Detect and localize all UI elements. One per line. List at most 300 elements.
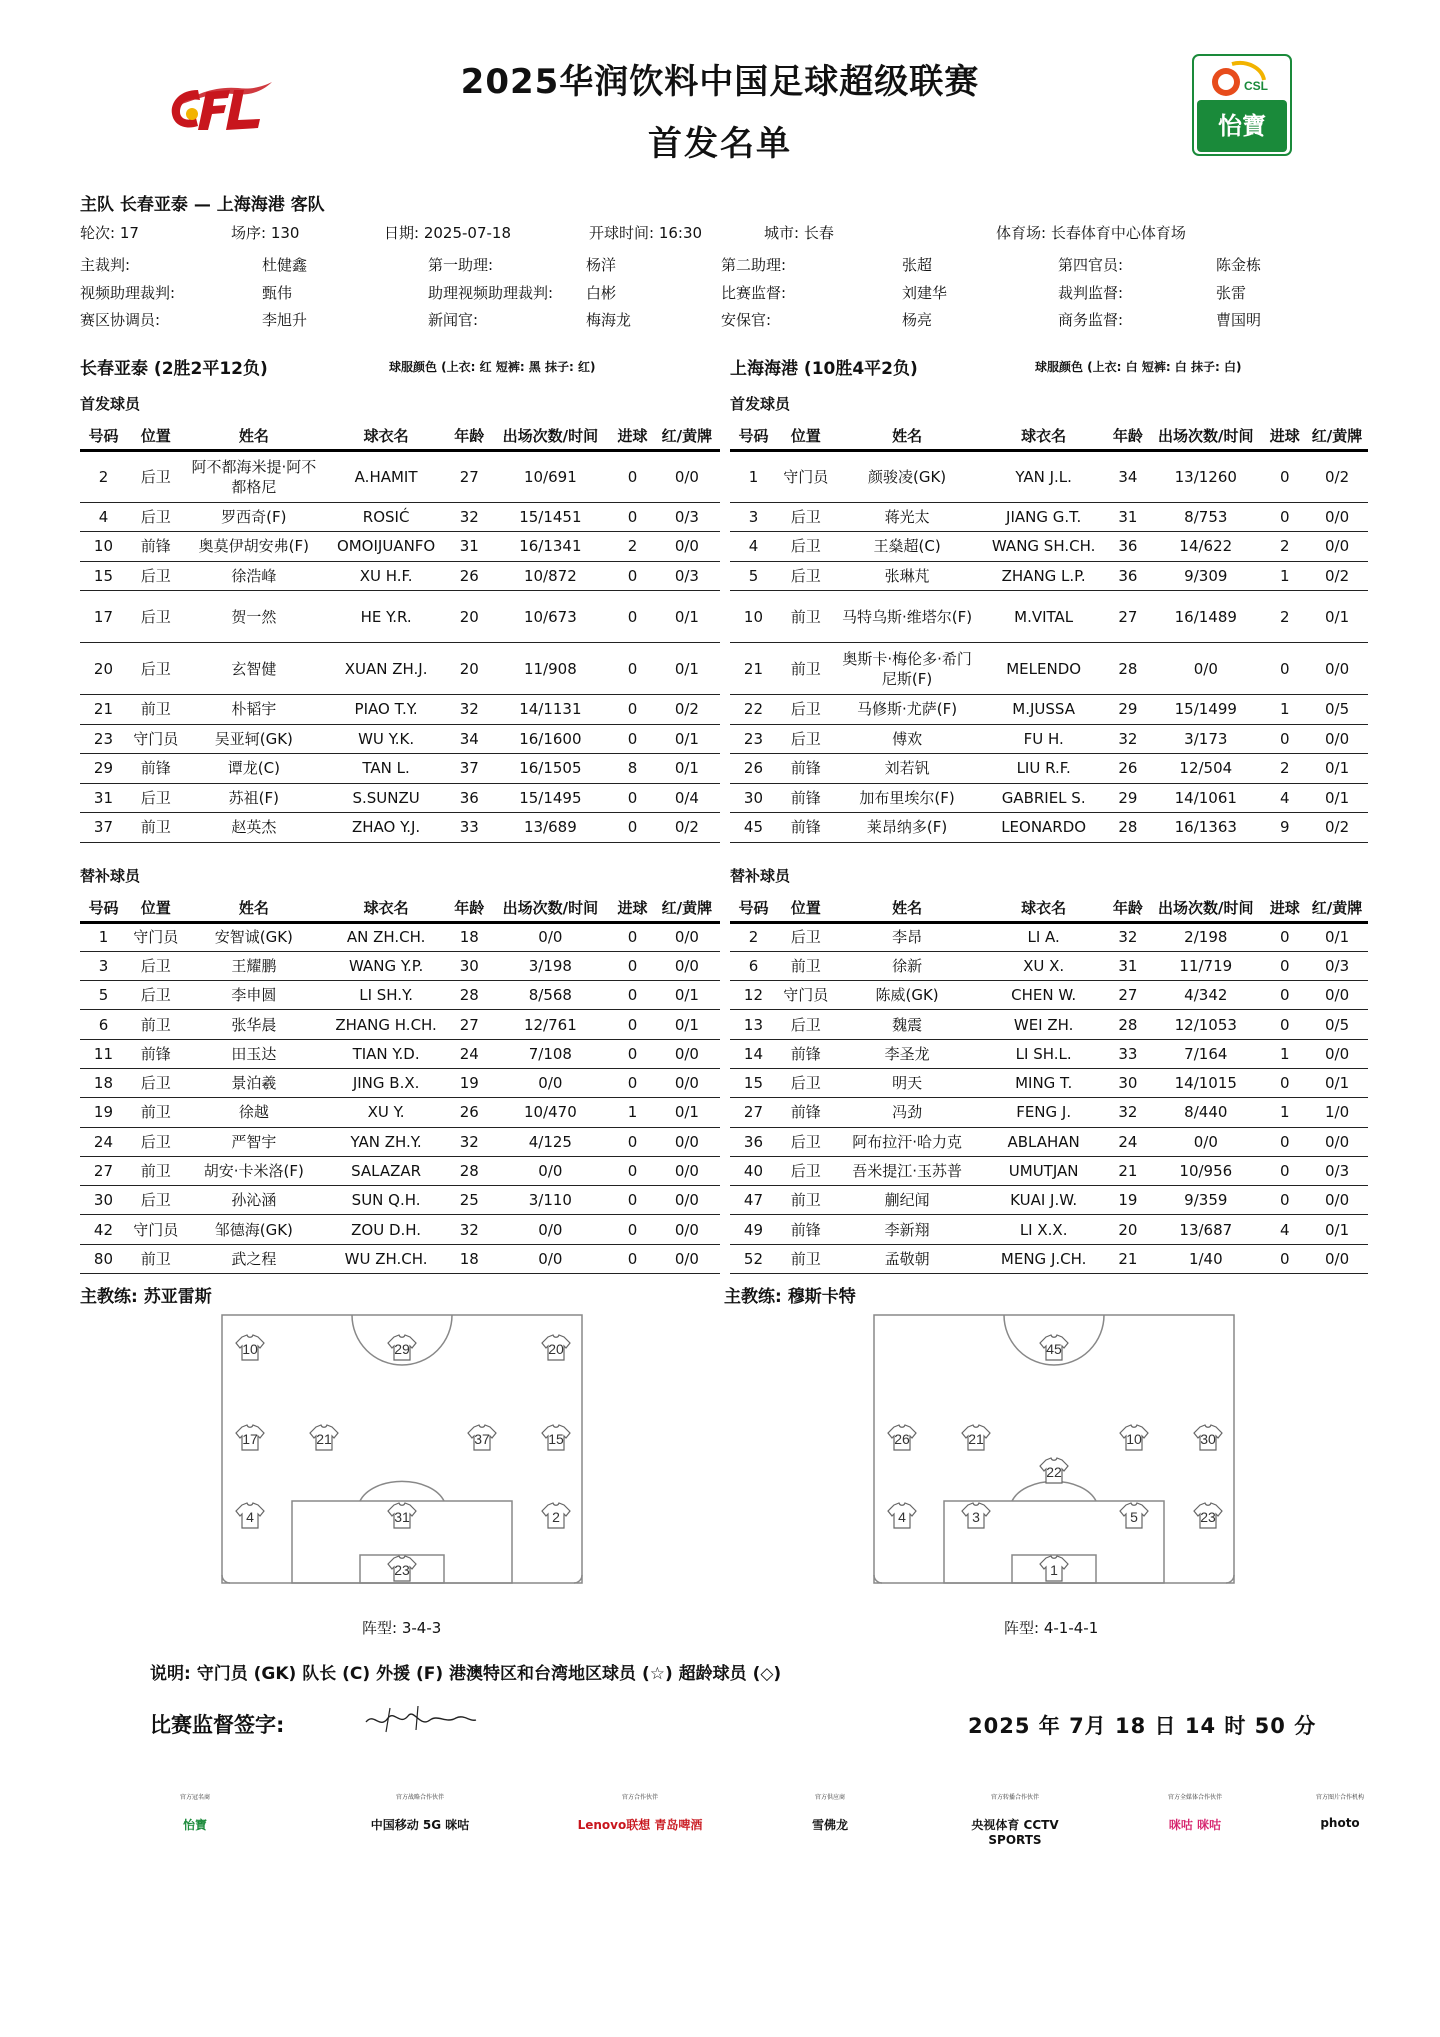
table-cell: 19 bbox=[1108, 1186, 1149, 1215]
table-cell: 10/673 bbox=[490, 591, 612, 643]
table-cell: 3 bbox=[730, 502, 777, 532]
table-cell: 吾米提江·玉苏普 bbox=[835, 1156, 980, 1185]
table-cell: 29 bbox=[80, 754, 127, 784]
sponsor-name: 雪佛龙 bbox=[811, 1818, 848, 1832]
table-cell: 1/40 bbox=[1148, 1244, 1263, 1273]
shirt-number: 23 bbox=[1200, 1509, 1216, 1525]
table-cell: 奥斯卡·梅伦多·希门尼斯(F) bbox=[835, 643, 980, 695]
table-cell: 12/504 bbox=[1148, 754, 1263, 784]
away-kit-colors: 球服颜色 (上衣: 白 短裤: 白 抹子: 白) bbox=[1035, 360, 1242, 374]
table-header bbox=[80, 895, 720, 922]
table-row bbox=[730, 450, 1368, 502]
table-cell: 21 bbox=[1108, 1244, 1149, 1273]
table-cell: 0 bbox=[611, 1010, 654, 1039]
table-cell: 0/0 bbox=[1148, 643, 1263, 695]
table-cell: 36 bbox=[449, 783, 490, 813]
table-row bbox=[80, 450, 720, 502]
table-row bbox=[730, 1127, 1368, 1156]
home-subs-label: 替补球员 bbox=[80, 867, 141, 885]
table-cell: 2 bbox=[1263, 754, 1306, 784]
table-cell: 15/1495 bbox=[490, 783, 612, 813]
table-row bbox=[80, 502, 720, 532]
away-team-title: 上海海港 (10胜4平2负) bbox=[730, 359, 918, 379]
shirt-number: 31 bbox=[394, 1509, 410, 1525]
shirt-number: 4 bbox=[246, 1509, 254, 1525]
home-formation: 阵型: 3-4-3 bbox=[362, 1619, 442, 1637]
table-cell: 4 bbox=[1263, 1215, 1306, 1244]
table-row bbox=[80, 922, 720, 951]
table-cell: PIAO T.Y. bbox=[323, 695, 449, 725]
table-cell: TAN L. bbox=[323, 754, 449, 784]
sponsor-logo bbox=[155, 1792, 235, 1833]
table-cell: 15 bbox=[730, 1068, 777, 1097]
sponsor-name: 咪咕 咪咕 bbox=[1168, 1818, 1222, 1832]
table-cell: 后卫 bbox=[127, 783, 185, 813]
player-shirt-icon bbox=[468, 1425, 496, 1450]
column-header: 进球 bbox=[1263, 423, 1306, 450]
table-cell: 15 bbox=[80, 561, 127, 591]
table-cell: 前锋 bbox=[777, 1039, 835, 1068]
table-cell: 后卫 bbox=[777, 502, 835, 532]
table-cell: MENG J.CH. bbox=[980, 1244, 1108, 1273]
shirt-number: 10 bbox=[242, 1341, 258, 1357]
table-cell: 前卫 bbox=[777, 1186, 835, 1215]
table-cell: 0/0 bbox=[490, 922, 612, 951]
table-cell: 前锋 bbox=[777, 1098, 835, 1127]
table-cell: WEI ZH. bbox=[980, 1010, 1108, 1039]
table-cell: 后卫 bbox=[127, 951, 185, 980]
table-row bbox=[730, 1156, 1368, 1185]
table-cell: LIU R.F. bbox=[980, 754, 1108, 784]
player-shirt-icon bbox=[388, 1556, 416, 1581]
shirt-number: 2 bbox=[552, 1509, 560, 1525]
player-shirt-icon bbox=[1120, 1425, 1148, 1450]
table-cell: 16/1505 bbox=[490, 754, 612, 784]
table-cell: 8/440 bbox=[1148, 1098, 1263, 1127]
table-cell: ABLAHAN bbox=[980, 1127, 1108, 1156]
table-cell: 0/0 bbox=[490, 1215, 612, 1244]
table-header bbox=[80, 423, 720, 450]
table-cell: 28 bbox=[1108, 1010, 1149, 1039]
shirt-number: 21 bbox=[968, 1431, 984, 1447]
table-cell: 0/1 bbox=[654, 1098, 720, 1127]
sponsor-name: photo bbox=[1320, 1816, 1360, 1830]
table-row bbox=[730, 951, 1368, 980]
table-cell: LEONARDO bbox=[980, 813, 1108, 843]
table-cell: 0 bbox=[611, 1156, 654, 1185]
table-cell: 李申圆 bbox=[185, 981, 324, 1010]
table-cell: 后卫 bbox=[777, 1068, 835, 1097]
table-cell: 32 bbox=[449, 502, 490, 532]
table-cell: 47 bbox=[730, 1186, 777, 1215]
away-starters-table bbox=[730, 423, 1368, 843]
table-cell: 徐浩峰 bbox=[185, 561, 324, 591]
table-cell: XU H.F. bbox=[323, 561, 449, 591]
table-row bbox=[730, 643, 1368, 695]
table-cell: KUAI J.W. bbox=[980, 1186, 1108, 1215]
column-header: 出场次数/时间 bbox=[1148, 423, 1263, 450]
column-header: 球衣名 bbox=[980, 895, 1108, 922]
away-formation-pitch bbox=[872, 1313, 1236, 1585]
table-cell: WANG Y.P. bbox=[323, 951, 449, 980]
table-row bbox=[80, 1244, 720, 1273]
table-cell: 阿布拉汗·哈力克 bbox=[835, 1127, 980, 1156]
shirt-number: 45 bbox=[1046, 1341, 1062, 1357]
official-role: 新闻官: bbox=[428, 311, 479, 329]
table-cell: 加布里埃尔(F) bbox=[835, 783, 980, 813]
shirt-number: 1 bbox=[1050, 1562, 1058, 1578]
table-cell: 0 bbox=[611, 981, 654, 1010]
table-cell: 2 bbox=[611, 532, 654, 562]
official-role: 赛区协调员: bbox=[80, 311, 161, 329]
column-header: 出场次数/时间 bbox=[1148, 895, 1263, 922]
table-cell: 谭龙(C) bbox=[185, 754, 324, 784]
table-cell: 34 bbox=[1108, 450, 1149, 502]
page-subtitle: 首发名单 bbox=[648, 124, 792, 164]
column-header: 红/黄牌 bbox=[1306, 423, 1368, 450]
table-cell: 0 bbox=[611, 1039, 654, 1068]
table-cell: 0/1 bbox=[1306, 754, 1368, 784]
sponsor-tier: 官方全媒体合作伙伴 bbox=[1167, 1794, 1222, 1801]
table-cell: 0/3 bbox=[654, 561, 720, 591]
column-header: 出场次数/时间 bbox=[490, 895, 612, 922]
match-date: 日期: 2025-07-18 bbox=[384, 224, 511, 242]
table-cell: AN ZH.CH. bbox=[323, 922, 449, 951]
table-cell: 0/0 bbox=[654, 922, 720, 951]
table-cell: 0/0 bbox=[490, 1244, 612, 1273]
table-cell: 冯劲 bbox=[835, 1098, 980, 1127]
table-header bbox=[730, 895, 1368, 922]
table-cell: 0 bbox=[1263, 951, 1306, 980]
table-cell: 田玉达 bbox=[185, 1039, 324, 1068]
home-formation-pitch bbox=[220, 1313, 584, 1585]
sponsor-tier: 官方供应商 bbox=[814, 1794, 845, 1801]
table-cell: 31 bbox=[1108, 951, 1149, 980]
table-cell: 后卫 bbox=[777, 1156, 835, 1185]
shirt-number: 30 bbox=[1200, 1431, 1216, 1447]
column-header: 号码 bbox=[80, 423, 127, 450]
table-cell: 12/761 bbox=[490, 1010, 612, 1039]
table-cell: 赵英杰 bbox=[185, 813, 324, 843]
table-cell: 李圣龙 bbox=[835, 1039, 980, 1068]
table-cell: 后卫 bbox=[127, 643, 185, 695]
table-cell: 14/1061 bbox=[1148, 783, 1263, 813]
table-cell: 9/309 bbox=[1148, 561, 1263, 591]
table-cell: 14/622 bbox=[1148, 532, 1263, 562]
table-cell: 1 bbox=[1263, 695, 1306, 725]
table-cell: 6 bbox=[80, 1010, 127, 1039]
table-cell: 33 bbox=[1108, 1039, 1149, 1068]
table-cell: 守门员 bbox=[127, 922, 185, 951]
column-header: 位置 bbox=[127, 895, 185, 922]
column-header: 号码 bbox=[730, 895, 777, 922]
official-name: 杨亮 bbox=[902, 311, 933, 329]
table-cell: WU ZH.CH. bbox=[323, 1244, 449, 1273]
table-cell: 49 bbox=[730, 1215, 777, 1244]
page-title: 2025华润饮料中国足球超级联赛 bbox=[460, 62, 980, 102]
table-cell: 1 bbox=[1263, 1098, 1306, 1127]
table-cell: 0/0 bbox=[1306, 1127, 1368, 1156]
official-name: 张超 bbox=[902, 256, 933, 274]
table-cell: 4/342 bbox=[1148, 981, 1263, 1010]
table-cell: 7/108 bbox=[490, 1039, 612, 1068]
table-cell: 0/1 bbox=[1306, 922, 1368, 951]
table-cell: 0/1 bbox=[1306, 783, 1368, 813]
table-cell: 20 bbox=[449, 643, 490, 695]
table-cell: JIANG G.T. bbox=[980, 502, 1108, 532]
table-cell: 0 bbox=[611, 1215, 654, 1244]
table-cell: 0/0 bbox=[654, 1244, 720, 1273]
table-cell: 王耀鹏 bbox=[185, 951, 324, 980]
table-cell: 景泊羲 bbox=[185, 1068, 324, 1097]
home-coach: 主教练: 苏亚雷斯 bbox=[80, 1287, 212, 1307]
table-row bbox=[80, 1156, 720, 1185]
table-cell: 15/1499 bbox=[1148, 695, 1263, 725]
table-cell: 后卫 bbox=[127, 1127, 185, 1156]
table-cell: 武之程 bbox=[185, 1244, 324, 1273]
sponsor-tier: 官方转播合作伙伴 bbox=[990, 1794, 1039, 1801]
table-cell: 0/0 bbox=[1306, 1039, 1368, 1068]
penalty-arc bbox=[360, 1481, 444, 1501]
column-header: 位置 bbox=[127, 423, 185, 450]
table-row bbox=[80, 981, 720, 1010]
table-cell: 0 bbox=[611, 643, 654, 695]
official-name: 曹国明 bbox=[1216, 311, 1262, 329]
table-cell: 前锋 bbox=[777, 1215, 835, 1244]
table-cell: 13/687 bbox=[1148, 1215, 1263, 1244]
table-cell: 3/110 bbox=[490, 1186, 612, 1215]
column-header: 进球 bbox=[611, 423, 654, 450]
table-cell: 19 bbox=[449, 1068, 490, 1097]
table-cell: 27 bbox=[730, 1098, 777, 1127]
table-row bbox=[730, 561, 1368, 591]
table-cell: 8/568 bbox=[490, 981, 612, 1010]
column-header: 球衣名 bbox=[980, 423, 1108, 450]
sponsor-logo bbox=[955, 1792, 1075, 1847]
sponsor-logo bbox=[1115, 1792, 1275, 1833]
table-row bbox=[730, 1068, 1368, 1097]
table-cell: 20 bbox=[80, 643, 127, 695]
table-cell: 后卫 bbox=[127, 450, 185, 502]
table-row bbox=[80, 1039, 720, 1068]
table-cell: 前卫 bbox=[127, 695, 185, 725]
table-cell: 李昂 bbox=[835, 922, 980, 951]
table-cell: 0/0 bbox=[490, 1156, 612, 1185]
shirt-number: 15 bbox=[548, 1431, 564, 1447]
column-header: 球衣名 bbox=[323, 895, 449, 922]
table-cell: 前锋 bbox=[777, 813, 835, 843]
table-cell: 0 bbox=[611, 783, 654, 813]
table-cell: 蒋光太 bbox=[835, 502, 980, 532]
player-shirt-icon bbox=[236, 1335, 264, 1360]
column-header: 姓名 bbox=[835, 423, 980, 450]
table-row bbox=[730, 502, 1368, 532]
player-shirt-icon bbox=[542, 1425, 570, 1450]
column-header: 号码 bbox=[80, 895, 127, 922]
table-cell: 32 bbox=[449, 695, 490, 725]
player-shirt-icon bbox=[236, 1503, 264, 1528]
table-cell: 19 bbox=[80, 1098, 127, 1127]
table-cell: 魏震 bbox=[835, 1010, 980, 1039]
table-cell: 李新翔 bbox=[835, 1215, 980, 1244]
table-cell: CHEN W. bbox=[980, 981, 1108, 1010]
table-row bbox=[730, 1039, 1368, 1068]
shirt-number: 26 bbox=[894, 1431, 910, 1447]
signature-datetime: 2025 年 7月 18 日 14 时 50 分 bbox=[968, 1714, 1317, 1738]
column-header: 红/黄牌 bbox=[654, 895, 720, 922]
table-row bbox=[80, 1098, 720, 1127]
table-row bbox=[80, 532, 720, 562]
table-cell: 23 bbox=[730, 724, 777, 754]
table-cell: 后卫 bbox=[127, 981, 185, 1010]
table-cell: 37 bbox=[449, 754, 490, 784]
csl-brand-text: 怡寶 bbox=[1218, 112, 1266, 140]
table-cell: 4/125 bbox=[490, 1127, 612, 1156]
table-cell: 严智宇 bbox=[185, 1127, 324, 1156]
table-cell: 0 bbox=[611, 450, 654, 502]
table-cell: 11/908 bbox=[490, 643, 612, 695]
table-cell: LI A. bbox=[980, 922, 1108, 951]
player-shirt-icon bbox=[236, 1425, 264, 1450]
table-cell: 0 bbox=[611, 1068, 654, 1097]
table-cell: 8/753 bbox=[1148, 502, 1263, 532]
table-cell: 80 bbox=[80, 1244, 127, 1273]
table-cell: 后卫 bbox=[777, 922, 835, 951]
table-cell: 28 bbox=[1108, 813, 1149, 843]
table-cell: 后卫 bbox=[777, 1127, 835, 1156]
table-cell: 30 bbox=[730, 783, 777, 813]
table-cell: 守门员 bbox=[777, 450, 835, 502]
column-header: 位置 bbox=[777, 895, 835, 922]
table-cell: 29 bbox=[1108, 695, 1149, 725]
shirt-number: 10 bbox=[1126, 1431, 1142, 1447]
away-formation: 阵型: 4-1-4-1 bbox=[1004, 1619, 1099, 1637]
column-header: 红/黄牌 bbox=[1306, 895, 1368, 922]
table-cell: 0 bbox=[611, 591, 654, 643]
table-cell: 31 bbox=[1108, 502, 1149, 532]
table-cell: 3/198 bbox=[490, 951, 612, 980]
table-cell: 9/359 bbox=[1148, 1186, 1263, 1215]
table-cell: 0/1 bbox=[654, 724, 720, 754]
column-header: 年龄 bbox=[449, 895, 490, 922]
table-cell: 后卫 bbox=[777, 695, 835, 725]
stadium: 体育场: 长春体育中心体育场 bbox=[996, 224, 1186, 242]
official-name: 杜健鑫 bbox=[262, 256, 308, 274]
table-cell: 0/0 bbox=[654, 1039, 720, 1068]
table-cell: 14/1015 bbox=[1148, 1068, 1263, 1097]
table-cell: 罗西奇(F) bbox=[185, 502, 324, 532]
table-cell: 34 bbox=[449, 724, 490, 754]
table-cell: 0/0 bbox=[490, 1068, 612, 1097]
table-cell: 0/1 bbox=[654, 643, 720, 695]
player-shirt-icon bbox=[1194, 1503, 1222, 1528]
table-cell: 0/3 bbox=[654, 502, 720, 532]
sponsor-name: 央视体育 CCTV SPORTS bbox=[971, 1818, 1059, 1847]
table-row bbox=[80, 724, 720, 754]
table-cell: 0/0 bbox=[654, 951, 720, 980]
table-cell: 15/1451 bbox=[490, 502, 612, 532]
table-cell: 0/0 bbox=[1306, 643, 1368, 695]
official-role: 安保官: bbox=[721, 311, 772, 329]
table-cell: 0 bbox=[1263, 1156, 1306, 1185]
column-header: 位置 bbox=[777, 423, 835, 450]
table-cell: 18 bbox=[449, 1244, 490, 1273]
table-cell: 徐新 bbox=[835, 951, 980, 980]
table-cell: 1 bbox=[1263, 1039, 1306, 1068]
table-cell: 前卫 bbox=[777, 951, 835, 980]
shirt-number: 17 bbox=[242, 1431, 258, 1447]
table-cell: 前卫 bbox=[777, 591, 835, 643]
table-cell: 16/1600 bbox=[490, 724, 612, 754]
table-cell: YAN J.L. bbox=[980, 450, 1108, 502]
table-cell: M.JUSSA bbox=[980, 695, 1108, 725]
official-name: 李旭升 bbox=[262, 311, 308, 329]
table-cell: 11/719 bbox=[1148, 951, 1263, 980]
shirt-number: 21 bbox=[316, 1431, 332, 1447]
table-cell: 0/2 bbox=[1306, 813, 1368, 843]
table-cell: 13 bbox=[730, 1010, 777, 1039]
table-row bbox=[730, 1098, 1368, 1127]
table-cell: 20 bbox=[449, 591, 490, 643]
player-shirt-icon bbox=[542, 1335, 570, 1360]
table-cell: 6 bbox=[730, 951, 777, 980]
table-row bbox=[730, 1010, 1368, 1039]
table-cell: 0/0 bbox=[1148, 1127, 1263, 1156]
table-cell: 0/0 bbox=[654, 1186, 720, 1215]
table-cell: 奥莫伊胡安弗(F) bbox=[185, 532, 324, 562]
table-cell: 0/0 bbox=[654, 532, 720, 562]
table-cell: 0/0 bbox=[1306, 724, 1368, 754]
away-subs-label: 替补球员 bbox=[730, 867, 791, 885]
official-role: 第一助理: bbox=[428, 256, 494, 274]
official-name: 张雷 bbox=[1216, 284, 1247, 302]
table-row bbox=[730, 981, 1368, 1010]
player-shirt-icon bbox=[388, 1335, 416, 1360]
table-cell: 0 bbox=[611, 922, 654, 951]
table-cell: 0/4 bbox=[654, 783, 720, 813]
table-row bbox=[730, 813, 1368, 843]
table-cell: OMOIJUANFO bbox=[323, 532, 449, 562]
home-starters-table bbox=[80, 423, 720, 843]
table-row bbox=[730, 783, 1368, 813]
official-name: 甄伟 bbox=[262, 284, 293, 302]
table-cell: 14 bbox=[730, 1039, 777, 1068]
table-cell: 孙沁涵 bbox=[185, 1186, 324, 1215]
table-cell: 52 bbox=[730, 1244, 777, 1273]
player-shirt-icon bbox=[310, 1425, 338, 1450]
table-cell: 10/691 bbox=[490, 450, 612, 502]
table-cell: ZOU D.H. bbox=[323, 1215, 449, 1244]
table-cell: 29 bbox=[1108, 783, 1149, 813]
table-cell: 13/1260 bbox=[1148, 450, 1263, 502]
table-cell: 0/5 bbox=[1306, 1010, 1368, 1039]
column-header: 红/黄牌 bbox=[654, 423, 720, 450]
table-row bbox=[730, 695, 1368, 725]
shirt-number: 37 bbox=[474, 1431, 490, 1447]
table-cell: 0/0 bbox=[654, 1127, 720, 1156]
sponsor-logo bbox=[775, 1792, 885, 1833]
column-header: 进球 bbox=[611, 895, 654, 922]
sponsor-tier: 官方图片合作机构 bbox=[1315, 1794, 1364, 1801]
table-cell: 1 bbox=[80, 922, 127, 951]
table-cell: 4 bbox=[1263, 783, 1306, 813]
table-cell: 24 bbox=[1108, 1127, 1149, 1156]
table-cell: 0/1 bbox=[654, 754, 720, 784]
table-cell: 安智诚(GK) bbox=[185, 922, 324, 951]
table-row bbox=[80, 643, 720, 695]
official-role: 第二助理: bbox=[721, 256, 787, 274]
table-cell: 0/1 bbox=[654, 1010, 720, 1039]
